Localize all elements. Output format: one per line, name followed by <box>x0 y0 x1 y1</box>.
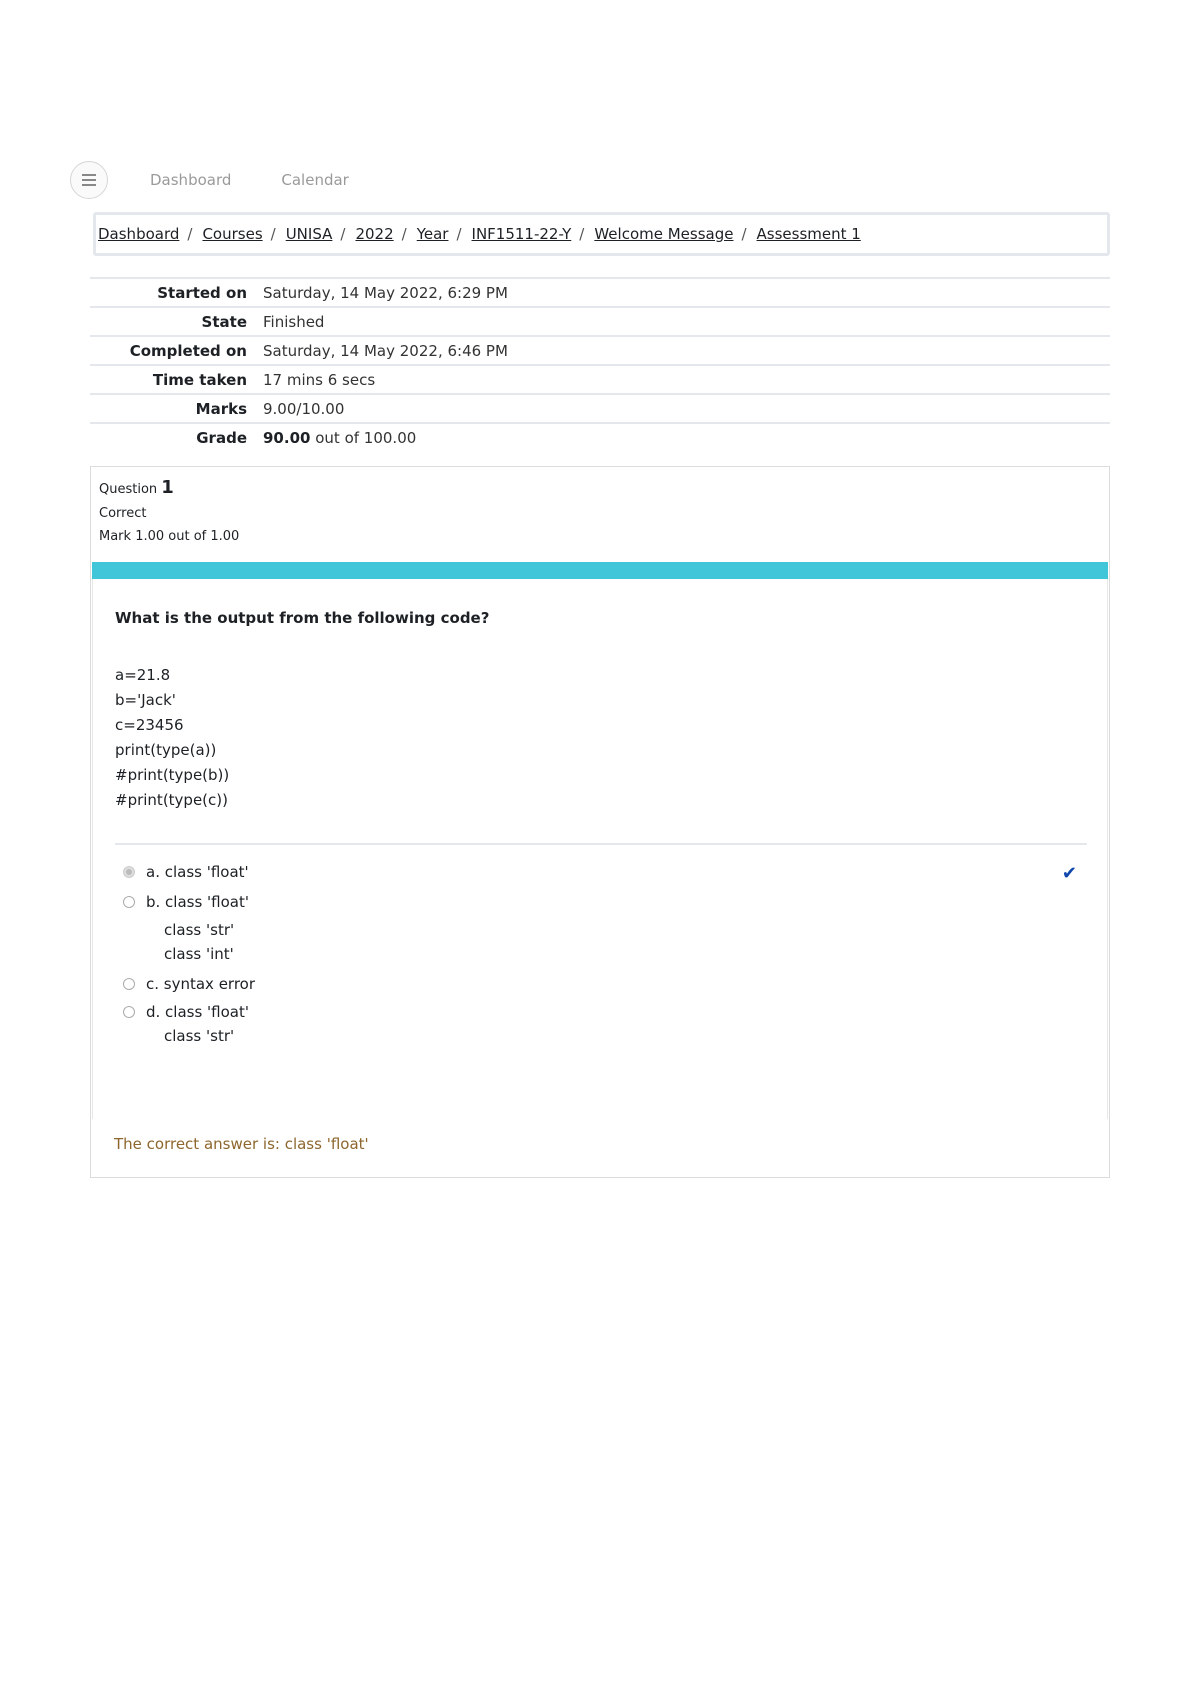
code-line: b='Jack' <box>115 691 176 709</box>
hamburger-menu-button[interactable] <box>70 161 108 199</box>
radio-button[interactable] <box>123 978 135 990</box>
code-line: #print(type(c)) <box>115 791 228 809</box>
breadcrumb-unisa[interactable]: UNISA <box>285 225 333 243</box>
summary-value: Saturday, 14 May 2022, 6:46 PM <box>263 342 508 360</box>
divider <box>115 843 1087 845</box>
answer-label: b. class 'float' <box>146 893 250 911</box>
top-navigation <box>70 160 399 200</box>
answer-line: class 'str' <box>164 921 235 939</box>
code-line: a=21.8 <box>115 666 171 684</box>
summary-label: Completed on <box>129 342 247 360</box>
summary-value: Finished <box>263 313 325 331</box>
question-info <box>91 467 1109 544</box>
summary-label: Started on <box>157 284 247 302</box>
summary-value: 9.00/10.00 <box>263 400 345 418</box>
summary-label: Grade <box>196 429 247 447</box>
summary-value: Saturday, 14 May 2022, 6:29 PM <box>263 284 508 302</box>
question-card <box>90 466 1110 1178</box>
menu-icon <box>82 179 96 181</box>
nav-link-calendar[interactable]: Calendar <box>281 171 349 189</box>
breadcrumb-assessment[interactable]: Assessment 1 <box>756 225 861 243</box>
breadcrumb-welcome-message[interactable]: Welcome Message <box>594 225 734 243</box>
breadcrumb-2022[interactable]: 2022 <box>355 225 394 243</box>
code-block <box>115 663 229 813</box>
summary-label: Time taken <box>152 371 247 389</box>
question-status: Correct <box>99 506 147 521</box>
radio-button[interactable] <box>123 1006 135 1018</box>
radio-button-selected[interactable] <box>123 866 135 878</box>
radio-button[interactable] <box>123 896 135 908</box>
question-label: Question <box>99 482 158 497</box>
checkmark-icon: ✔ <box>1061 863 1077 884</box>
code-line: #print(type(b)) <box>115 766 230 784</box>
summary-row-marks <box>90 394 1110 423</box>
summary-row-state <box>90 307 1110 336</box>
attempt-summary-table <box>90 277 1110 451</box>
summary-label: State <box>201 313 247 331</box>
answer-option-d[interactable] <box>123 1003 1087 1045</box>
breadcrumb: Dashboard / Courses / UNISA / 2022 / Year / INF1511-22-Y / Welcome Message / Assessment 1 <box>93 212 1110 256</box>
answer-line: class 'str' <box>164 1027 235 1045</box>
grade-out-of: out of 100.00 <box>315 429 417 447</box>
question-number: 1 <box>161 477 174 498</box>
answer-label: a. class 'float' <box>146 863 249 881</box>
summary-label: Marks <box>195 400 247 418</box>
answer-option-c[interactable] <box>123 975 1087 993</box>
answer-options <box>123 863 1087 1053</box>
code-line: print(type(a)) <box>115 741 217 759</box>
breadcrumb-dashboard[interactable]: Dashboard <box>98 225 180 243</box>
nav-link-dashboard[interactable]: Dashboard <box>150 171 232 189</box>
question-text: What is the output from the following code? <box>115 609 490 627</box>
summary-row-time <box>90 365 1110 394</box>
answer-label: d. class 'float' <box>146 1003 250 1021</box>
summary-value <box>263 423 1110 451</box>
answer-option-b[interactable] <box>123 893 1087 963</box>
summary-row-started <box>90 278 1110 307</box>
question-header-bar <box>92 562 1108 579</box>
breadcrumb-year[interactable]: Year <box>416 225 449 243</box>
question-content <box>92 579 1108 1119</box>
breadcrumb-course[interactable]: INF1511-22-Y <box>471 225 572 243</box>
question-mark: Mark 1.00 out of 1.00 <box>99 529 240 544</box>
answer-label: c. syntax error <box>146 975 256 993</box>
code-line: c=23456 <box>115 716 184 734</box>
summary-value: 17 mins 6 secs <box>263 371 376 389</box>
summary-row-completed <box>90 336 1110 365</box>
answer-line: class 'int' <box>164 945 234 963</box>
answer-option-a[interactable] <box>123 863 1087 884</box>
correct-answer-feedback: The correct answer is: class 'float' <box>114 1135 369 1153</box>
breadcrumb-courses[interactable]: Courses <box>202 225 263 243</box>
grade-value: 90.00 <box>263 429 311 447</box>
summary-row-grade <box>90 423 1110 451</box>
